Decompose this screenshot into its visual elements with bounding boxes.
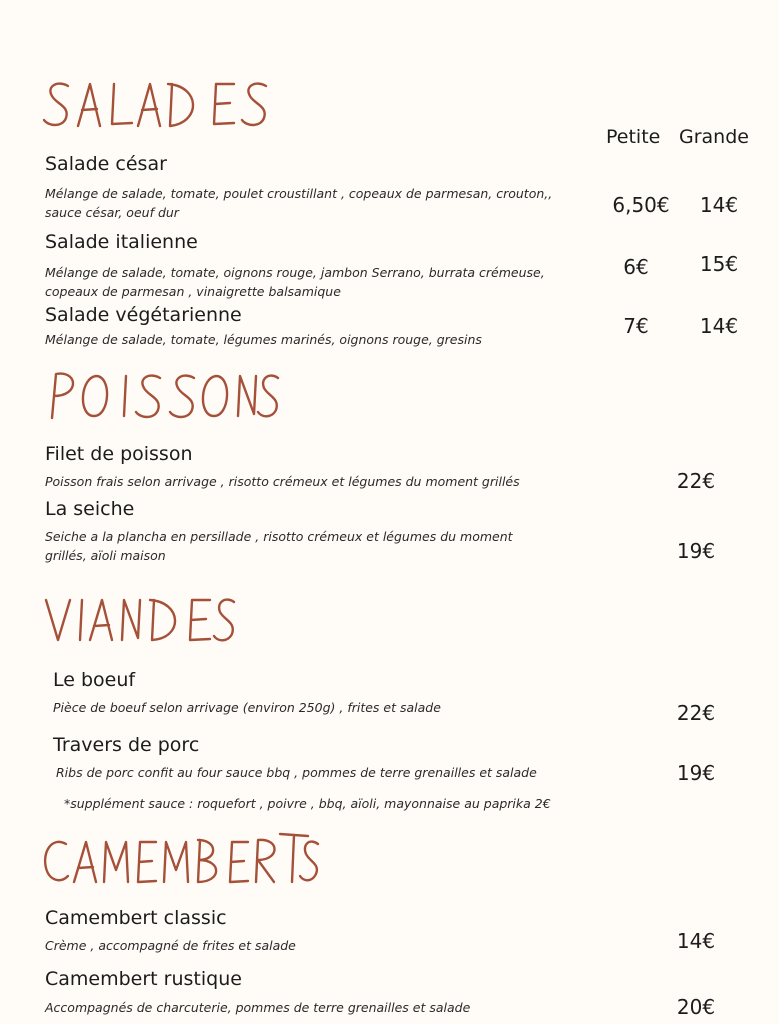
travers-de-porc-price: 19€ [676, 761, 716, 785]
salade-cesar-name: Salade césar [45, 153, 167, 175]
la-seiche-name: La seiche [45, 498, 135, 520]
salade-vegetarienne-price-petite: 7€ [623, 314, 649, 338]
camembert-classic-price: 14€ [676, 929, 716, 953]
filet-de-poisson-price: 22€ [676, 469, 716, 493]
salade-cesar-description: Mélange de salade, tomate, poulet croustillant , copeaux de parmesan, crouton,, sauce césar, oeuf dur [45, 186, 553, 220]
salade-vegetarienne-price-grande: 14€ [699, 314, 739, 338]
poissons-heading [40, 366, 280, 426]
salade-italienne-description: Mélange de salade, tomate, oignons rouge, jambon Serrano, burrata crémeuse, copeaux de parmesan , vinaigrette balsamique [45, 265, 545, 299]
filet-de-poisson-description: Poisson frais selon arrivage , risotto crémeux et légumes du moment grillés [45, 474, 520, 489]
camembert-rustique-name: Camembert rustique [45, 968, 242, 990]
la-seiche-description: Seiche a la plancha en persillade , risotto crémeux et légumes du moment grillés, aïoli maison [45, 529, 513, 563]
salade-italienne-name: Salade italienne [45, 231, 198, 253]
salade-vegetarienne-description: Mélange de salade, tomate, légumes marinés, oignons rouge, gresins [45, 332, 482, 347]
salade-italienne-price-petite: 6€ [623, 255, 649, 279]
salade-cesar-price-grande: 14€ [699, 193, 739, 217]
filet-de-poisson-name: Filet de poisson [45, 443, 193, 465]
le-boeuf-price: 22€ [676, 701, 716, 725]
travers-de-porc-description: Ribs de porc confit au four sauce bbq , pommes de terre grenailles et salade [56, 765, 537, 780]
camembert-classic-description: Crème , accompagné de frites et salade [45, 938, 296, 953]
petite-column-header: Petite [606, 126, 661, 148]
grande-column-header: Grande [679, 126, 749, 148]
salade-cesar-price-petite: 6,50€ [612, 193, 670, 217]
la-seiche-price: 19€ [676, 539, 716, 563]
viandes-heading [40, 590, 240, 650]
camembert-rustique-description: Accompagnés de charcuterie, pommes de terre grenailles et salade [45, 1000, 471, 1015]
le-boeuf-description: Pièce de boeuf selon arrivage (environ 250g) , frites et salade [53, 700, 441, 715]
travers-de-porc-name: Travers de porc [53, 734, 200, 756]
salade-italienne-price-grande: 15€ [699, 252, 739, 276]
sauce-supplement-note: *supplément sauce : roquefort , poivre , bbq, aïoli, mayonnaise au paprika 2€ [64, 796, 551, 811]
camembert-classic-name: Camembert classic [45, 907, 227, 929]
camembert-rustique-price: 20€ [676, 995, 716, 1019]
salade-vegetarienne-name: Salade végétarienne [45, 304, 242, 326]
le-boeuf-name: Le boeuf [53, 669, 136, 691]
salades-heading [40, 74, 280, 136]
camemberts-heading [40, 830, 320, 892]
